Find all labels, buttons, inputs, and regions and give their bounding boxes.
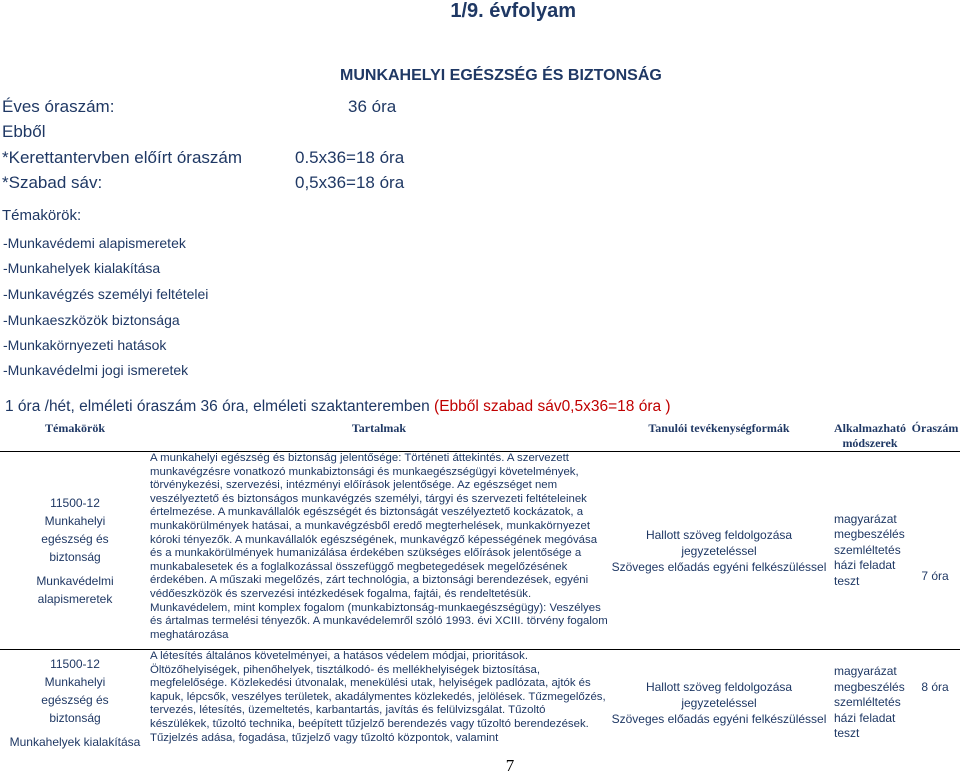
header-content: Tartalmak: [150, 419, 608, 452]
header-activity: Tanulói tevékenységformák: [608, 419, 830, 452]
grade-heading: 1/9. évfolyam: [450, 0, 576, 22]
curriculum-table: [0, 419, 960, 756]
row-topic-cell: [0, 452, 150, 650]
row-hours: 7 óra: [921, 568, 949, 583]
row-hours: 8 óra: [910, 650, 960, 756]
framework-hours-label: *Kerettantervben előírt óraszám: [2, 148, 243, 167]
row-topic-name: Munkavédelmi alapismeretek: [36, 573, 114, 606]
row-activity-cell: [608, 650, 830, 756]
topic-item: -Munkahelyek kialakítása: [3, 260, 161, 276]
row-activity: Hallott szöveg feldolgozása jegyzeteléssel: [645, 527, 793, 558]
subject-title: MUNKAHELYI EGÉSZSÉG ÉS BIZTONSÁG: [340, 67, 662, 84]
free-band-label: *Szabad sáv:: [2, 173, 103, 192]
annual-hours-value: 36 óra: [348, 97, 397, 116]
weekly-hours-line: [5, 398, 671, 416]
row-methods-cell: [830, 452, 910, 650]
method-item: magyarázat: [834, 664, 897, 678]
framework-hours-value: 0.5x36=18 óra: [295, 148, 405, 167]
row-topic-code: 11500-12 Munkahelyi egészség és biztonság: [41, 656, 109, 725]
method-item: teszt: [834, 573, 860, 588]
row-content: A munkahelyi egészség és biztonság jelentősége: Történeti áttekintés. A szervezett munkavégzésre vonatkozó munkabiztonsági és munkaegészségügyi követelmények, törvénykezési, szervezési, intézményi előírások jelentősége. Az egészséget nem veszélyeztető és biztonságos munkavégzés személyi, tárgyi és szervezeti feltételeinek értelmezése. A munkavállalók egészségét és biztonságát veszélyeztető kockázatok, a munkakörülmények hatásai, a munkavégzésből eredő megterhelések, munkakörnyezet kóroki tényezők. A munkavállalók egészségének, munkavégző képességének megóvása és a munkakörülmények humanizálása érdekében szükséges előírások jelentősége a munkabalesetek és a foglalkozással összefüggő megbetegedések megelőzésének érdekében. A műszaki megelőzés, zárt technológia, a biztonsági berendezések, egyéni védőeszközök és szervezési intézkedések fogalma, fajtái, és rendeltetésük. Munkavédelem, mint komplex fogalom (munkabiztonság-munkaegészségügy): Veszélyes és ártalmas termelési tényezők. A munkavédelemről szóló 1993. évi XCIII. törvény fogalom meghatározása: [150, 452, 608, 641]
topic-item: -Munkavédemi alapismeretek: [3, 235, 186, 251]
method-item: szemléltetés: [834, 695, 901, 709]
topic-item: -Munkavégzés személyi feltételei: [3, 286, 209, 302]
table-row: [0, 452, 960, 650]
table-header-row: [0, 419, 960, 452]
row-activity: Hallott szöveg feldolgozása jegyzeteléssel: [645, 679, 793, 710]
topic-item: -Munkakörnyezeti hatások: [3, 337, 167, 353]
page-number: 7: [505, 756, 515, 775]
topic-item: -Munkavédelmi jogi ismeretek: [3, 362, 189, 378]
method-item: megbeszélés: [834, 679, 905, 694]
topic-item: -Munkaeszközök biztonsága: [3, 312, 180, 328]
annual-hours-label: Éves óraszám:: [2, 97, 115, 116]
free-band-note: (Ebből szabad sáv0,5x36=18 óra ): [434, 398, 671, 415]
header-hours: Óraszám: [910, 419, 960, 452]
method-item: házi feladat: [834, 710, 896, 725]
row-topic-name: Munkahelyek kialakítása: [9, 734, 141, 749]
method-item: szemléltetés: [834, 542, 901, 557]
row-topic-cell: [0, 650, 150, 756]
row-methods-cell: [830, 650, 910, 756]
method-item: megbeszélés: [834, 527, 905, 542]
row-topic-code: 11500-12 Munkahelyi egészség és biztonság: [41, 495, 109, 564]
header-topic: Témakörök: [0, 419, 150, 452]
header-methods: Alkalmazható módszerek: [830, 419, 910, 452]
free-band-value: 0,5x36=18 óra: [295, 173, 405, 192]
table-row: [0, 650, 960, 756]
row-activity-cell: [608, 452, 830, 650]
method-item: magyarázat: [834, 511, 897, 526]
method-item: teszt: [834, 726, 860, 740]
weekly-hours-text: 1 óra /hét, elméleti óraszám 36 óra, elméleti szaktanteremben: [5, 398, 435, 415]
row-activity: Szöveges előadás egyéni felkészüléssel: [611, 559, 827, 574]
of-which-label: Ebből: [2, 122, 46, 141]
topics-title: Témakörök:: [2, 207, 82, 224]
row-activity: Szöveges előadás egyéni felkészüléssel: [611, 711, 827, 726]
row-content: A létesítés általános követelményei, a hatásos védelem módjai, prioritások. Öltözőhelyiségek, pihenőhelyek, tisztálkodó- és mellékhelyiségek biztosítása, megfelelősége. Közlekedési útvonalak, menekülési utak, helyiségek padlózata, ajtók és kapuk, lépcsők, veszélyes területek, akadálymentes közlekedés, jelölések. Tűzmegelőzés, tervezés, létesítés, üzemeltetés, karbantartás, javítás és felülvizsgálat. Tűzoltó készülékek, tűzoltó technika, beépített tűzjelző berendezés vagy tűzoltó berendezések. Tűzjelzés adása, fogadása, tűzjelző vagy tűzoltó központok, valamint: [150, 650, 608, 756]
method-item: házi feladat: [834, 558, 896, 573]
